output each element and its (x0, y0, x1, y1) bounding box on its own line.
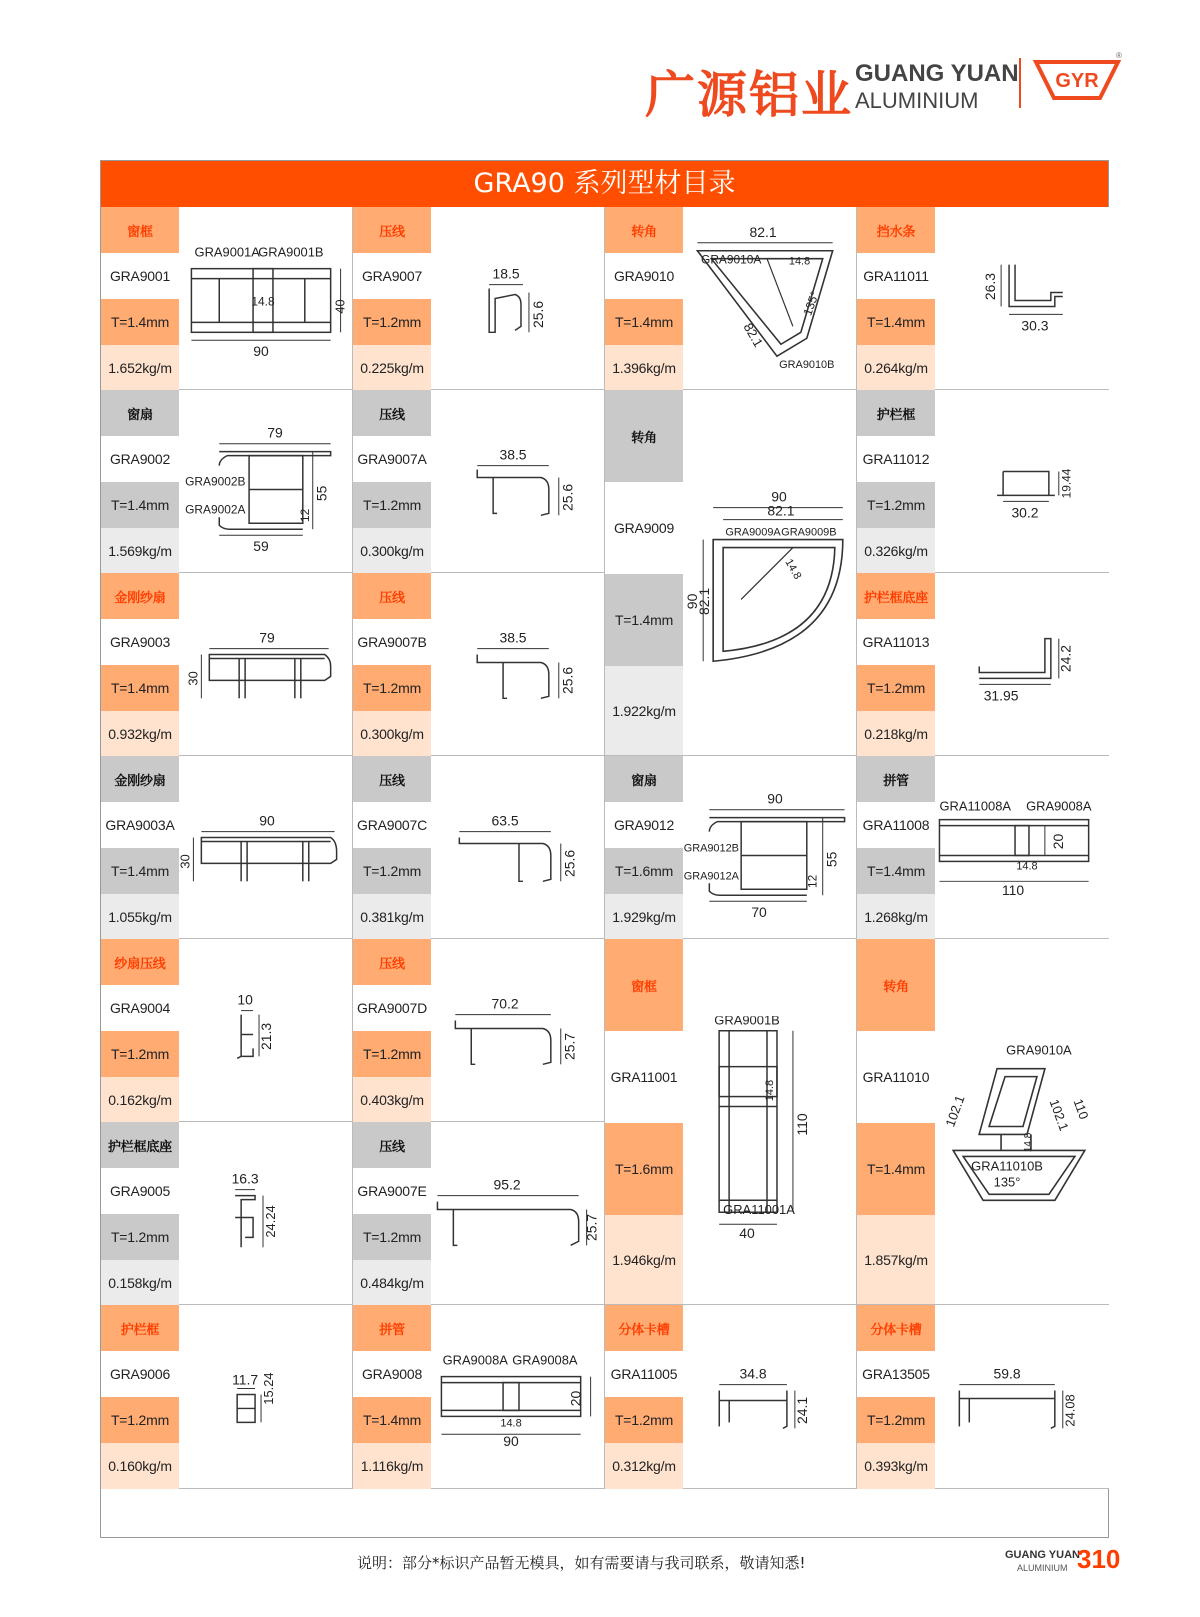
profile-thickness: T=1.4mm (857, 848, 935, 894)
profile-code: GRA9007A (353, 436, 431, 482)
profile-drawing (179, 1305, 353, 1488)
profile-info (353, 390, 431, 572)
profile-section-drawing (431, 207, 605, 389)
profile-name: 纱扇压线 (101, 939, 179, 985)
profile-thickness: T=1.2mm (353, 665, 431, 711)
svg-text:82.1: 82.1 (767, 502, 795, 519)
svg-text:14.8: 14.8 (251, 294, 275, 309)
svg-text:38.5: 38.5 (499, 629, 527, 646)
profile-weight: 1.116kg/m (353, 1443, 431, 1489)
svg-text:25.7: 25.7 (561, 1032, 578, 1060)
profile-name: 护栏框底座 (101, 1122, 179, 1168)
svg-text:14.8: 14.8 (500, 1417, 522, 1430)
profile-thickness: T=1.4mm (857, 1123, 935, 1215)
profile-drawing (179, 1122, 353, 1304)
profile-info (101, 756, 179, 938)
svg-text:90: 90 (253, 343, 269, 360)
profile-name: 压线 (353, 756, 431, 802)
svg-text:GRA9012B: GRA9012B (683, 842, 739, 855)
profile-code: GRA9007E (353, 1168, 431, 1214)
profile-cell-gra11011 (857, 207, 1109, 390)
profile-info (605, 1305, 683, 1488)
profile-thickness: T=1.2mm (101, 1397, 179, 1443)
profile-cell-gra9004 (101, 939, 353, 1122)
profile-info (857, 1305, 935, 1488)
profile-cell-gra9006 (101, 1305, 353, 1489)
profile-name: 转角 (605, 207, 683, 253)
profile-code: GRA9007 (353, 253, 431, 299)
svg-text:GRA9001B: GRA9001B (258, 244, 324, 260)
profile-drawing (179, 939, 353, 1121)
profile-cell-gra11008 (857, 756, 1109, 939)
profile-info (101, 207, 179, 389)
svg-text:GRA9008A: GRA9008A (1026, 798, 1092, 814)
svg-text:82.1: 82.1 (740, 320, 767, 350)
svg-text:40: 40 (739, 1225, 755, 1242)
svg-text:GRA11010B: GRA11010B (971, 1158, 1043, 1174)
profile-drawing (431, 939, 605, 1121)
profile-code: GRA11008 (857, 802, 935, 848)
svg-text:135°: 135° (993, 1174, 1021, 1190)
profile-code: GRA9005 (101, 1168, 179, 1214)
profile-section-drawing (431, 1305, 605, 1488)
brand-name-en-sub: ALUMINIUM (855, 88, 979, 113)
svg-text:79: 79 (259, 629, 275, 646)
svg-text:24.24: 24.24 (262, 1205, 278, 1238)
profile-section-drawing (179, 573, 353, 755)
profile-weight: 0.160kg/m (101, 1443, 179, 1489)
profile-info (605, 756, 683, 938)
profile-weight: 1.946kg/m (605, 1215, 683, 1304)
svg-text:24.08: 24.08 (1062, 1394, 1078, 1427)
svg-text:14.8: 14.8 (1016, 860, 1038, 873)
profile-weight: 0.300kg/m (353, 528, 431, 573)
profile-weight: 0.381kg/m (353, 894, 431, 939)
profile-thickness: T=1.2mm (353, 299, 431, 345)
svg-text:14.8: 14.8 (788, 255, 811, 268)
profile-info (605, 390, 683, 755)
svg-text:110: 110 (1070, 1096, 1092, 1122)
profile-section-drawing (431, 573, 605, 755)
svg-text:38.5: 38.5 (499, 446, 527, 463)
profile-info (857, 207, 935, 389)
profile-code: GRA9009 (605, 482, 683, 574)
profile-cell-gra9007 (353, 207, 605, 390)
profile-code: GRA11005 (605, 1351, 683, 1397)
profile-thickness: T=1.4mm (605, 574, 683, 666)
svg-text:10: 10 (237, 991, 253, 1008)
svg-text:25.6: 25.6 (561, 849, 578, 877)
profile-info (605, 207, 683, 389)
profile-code: GRA9002 (101, 436, 179, 482)
profile-weight: 1.396kg/m (605, 345, 683, 390)
profile-section-drawing (431, 756, 605, 938)
brand-name-en: GUANG YUAN (855, 60, 1019, 87)
profile-drawing (683, 207, 857, 389)
profile-thickness: T=1.4mm (101, 482, 179, 528)
profile-cell-gra9007a (353, 390, 605, 573)
svg-text:90: 90 (684, 593, 701, 610)
profile-section-drawing (683, 207, 857, 389)
profile-name: 护栏框 (101, 1305, 179, 1351)
svg-text:20: 20 (1049, 833, 1066, 850)
profile-cell-gra9008 (353, 1305, 605, 1489)
svg-text:82.1: 82.1 (696, 587, 713, 616)
profile-cell-gra9007d (353, 939, 605, 1122)
profile-info (857, 390, 935, 572)
svg-text:30: 30 (185, 671, 201, 686)
profile-drawing (179, 756, 353, 938)
profile-info (101, 390, 179, 572)
svg-text:12: 12 (297, 508, 312, 522)
svg-text:34.8: 34.8 (739, 1365, 767, 1382)
svg-text:25.7: 25.7 (583, 1213, 600, 1241)
profile-weight: 0.300kg/m (353, 711, 431, 756)
profile-thickness: T=1.4mm (605, 299, 683, 345)
profile-section-drawing (935, 1305, 1109, 1488)
profile-drawing (179, 390, 353, 572)
svg-text:59.8: 59.8 (993, 1365, 1021, 1382)
profile-drawing (431, 1305, 605, 1488)
profile-cell-gra9007c (353, 756, 605, 939)
profile-info (353, 756, 431, 938)
svg-text:GRA11008A: GRA11008A (939, 798, 1012, 814)
profile-section-drawing (935, 939, 1109, 1304)
profile-cell-gra11001 (605, 939, 857, 1305)
profile-section-drawing (431, 939, 605, 1121)
profile-thickness: T=1.6mm (605, 1123, 683, 1215)
svg-text:GYR: GYR (1055, 70, 1099, 92)
footer-brand: GUANG YUAN (1005, 1549, 1080, 1561)
profile-name: 挡水条 (857, 207, 935, 253)
profile-info (857, 756, 935, 938)
profile-code: GRA9006 (101, 1351, 179, 1397)
profile-section-drawing (179, 207, 353, 389)
svg-text:24.1: 24.1 (793, 1396, 810, 1424)
profile-section-drawing (683, 756, 857, 938)
svg-text:21.3: 21.3 (257, 1022, 274, 1051)
svg-text:GRA9001B: GRA9001B (714, 1012, 780, 1028)
svg-text:15.24: 15.24 (260, 1372, 276, 1405)
svg-text:GRA9008A: GRA9008A (442, 1352, 508, 1368)
profile-code: GRA11010 (857, 1031, 935, 1123)
profile-drawing (935, 573, 1109, 755)
footer-brand-sub: ALUMINIUM (1017, 1563, 1068, 1573)
svg-text:102.1: 102.1 (942, 1093, 968, 1129)
svg-text:110: 110 (1001, 882, 1025, 899)
profile-thickness: T=1.6mm (605, 848, 683, 894)
header (0, 0, 1200, 150)
page-number: 310 (1077, 1544, 1121, 1574)
svg-text:90: 90 (767, 790, 783, 807)
profile-info (605, 939, 683, 1304)
profile-weight: 0.326kg/m (857, 528, 935, 573)
profile-weight: 1.268kg/m (857, 894, 935, 939)
svg-text:14.8: 14.8 (1022, 1132, 1034, 1153)
svg-text:82.1: 82.1 (749, 223, 777, 240)
profile-drawing (431, 1122, 605, 1304)
profile-cell-gra9003a (101, 756, 353, 939)
profile-thickness: T=1.4mm (353, 1397, 431, 1443)
profile-thickness: T=1.2mm (101, 1031, 179, 1077)
profile-section-drawing (935, 207, 1109, 389)
profile-name: 护栏框 (857, 390, 935, 436)
svg-text:95.2: 95.2 (493, 1176, 521, 1193)
svg-text:59: 59 (253, 538, 269, 555)
profile-thickness: T=1.2mm (353, 1031, 431, 1077)
profile-name: 压线 (353, 390, 431, 436)
profile-section-drawing (179, 1122, 353, 1304)
svg-text:GRA9010A: GRA9010A (1006, 1042, 1072, 1058)
profile-section-drawing (683, 390, 857, 755)
profile-info (857, 939, 935, 1304)
profile-thickness: T=1.4mm (857, 299, 935, 345)
profile-name: 压线 (353, 1122, 431, 1168)
profile-cell-gra9010 (605, 207, 857, 390)
svg-text:31.95: 31.95 (983, 687, 1019, 704)
profile-weight: 0.932kg/m (101, 711, 179, 756)
catalog-title: GRA90 系列型材目录 (101, 161, 1108, 207)
profile-weight: 0.312kg/m (605, 1443, 683, 1489)
svg-text:25.6: 25.6 (559, 666, 576, 694)
profile-name: 窗框 (605, 939, 683, 1031)
svg-text:90: 90 (771, 488, 787, 505)
profile-thickness: T=1.2mm (101, 1214, 179, 1260)
svg-text:19.44: 19.44 (1059, 468, 1074, 499)
profile-info (353, 1305, 431, 1488)
profile-cell-gra9001 (101, 207, 353, 390)
svg-text:14.8: 14.8 (782, 557, 804, 582)
svg-text:25.6: 25.6 (529, 300, 546, 328)
profile-section-drawing (683, 939, 857, 1304)
profile-code: GRA9001 (101, 253, 179, 299)
profile-weight: 1.652kg/m (101, 345, 179, 390)
svg-text:26.3: 26.3 (982, 273, 999, 301)
svg-text:25.6: 25.6 (559, 483, 576, 511)
profile-code: GRA9007D (353, 985, 431, 1031)
svg-text:14.8: 14.8 (763, 1079, 776, 1102)
svg-text:135°: 135° (800, 289, 823, 318)
profile-drawing (431, 756, 605, 938)
profile-cell-gra11013 (857, 573, 1109, 756)
profile-weight: 0.162kg/m (101, 1077, 179, 1122)
profile-name: 压线 (353, 207, 431, 253)
profile-weight: 1.569kg/m (101, 528, 179, 573)
svg-text:GRA9008A: GRA9008A (512, 1352, 578, 1368)
svg-text:55: 55 (823, 851, 840, 868)
profile-section-drawing (179, 939, 353, 1121)
profile-name: 压线 (353, 573, 431, 619)
svg-text:55: 55 (313, 485, 330, 502)
profile-catalog-table (100, 160, 1109, 1538)
profile-drawing (683, 390, 857, 755)
svg-text:24.2: 24.2 (1057, 644, 1074, 673)
profile-section-drawing (431, 390, 605, 572)
brand-separator (1019, 58, 1021, 108)
profile-drawing (431, 573, 605, 755)
profile-code: GRA9012 (605, 802, 683, 848)
svg-text:30.2: 30.2 (1011, 504, 1039, 521)
svg-text:GRA9009B: GRA9009B (781, 526, 837, 539)
profile-weight: 0.218kg/m (857, 711, 935, 756)
profile-name: 拼管 (857, 756, 935, 802)
svg-text:GRA9001A: GRA9001A (194, 244, 260, 260)
profile-info (101, 1122, 179, 1304)
profile-weight: 1.929kg/m (605, 894, 683, 939)
profile-name: 窗扇 (101, 390, 179, 436)
profile-code: GRA9010 (605, 253, 683, 299)
profile-info (353, 207, 431, 389)
profile-code: GRA9004 (101, 985, 179, 1031)
svg-text:GRA11001A: GRA11001A (723, 1202, 795, 1218)
svg-text:30: 30 (177, 854, 193, 869)
svg-text:20: 20 (567, 1390, 584, 1407)
profile-name: 金刚纱扇 (101, 756, 179, 802)
profile-cell-gra9005 (101, 1122, 353, 1305)
profile-cell-gra9002 (101, 390, 353, 573)
profile-info (353, 573, 431, 755)
svg-text:GRA9002A: GRA9002A (185, 502, 246, 517)
profile-code: GRA9003 (101, 619, 179, 665)
profile-drawing (683, 1305, 857, 1488)
profile-cell-gra9007b (353, 573, 605, 756)
profile-weight: 0.225kg/m (353, 345, 431, 390)
profile-name: 窗框 (101, 207, 179, 253)
profile-weight: 0.393kg/m (857, 1443, 935, 1489)
svg-text:16.3: 16.3 (231, 1170, 259, 1187)
profile-drawing (431, 207, 605, 389)
profile-thickness: T=1.2mm (857, 1397, 935, 1443)
profile-thickness: T=1.4mm (101, 848, 179, 894)
profile-cell-gra9007e (353, 1122, 605, 1305)
profile-drawing (179, 573, 353, 755)
profile-code: GRA9007B (353, 619, 431, 665)
profile-thickness: T=1.2mm (353, 1214, 431, 1260)
profile-cell-gra9003 (101, 573, 353, 756)
profile-name: 转角 (605, 390, 683, 482)
profile-info (101, 573, 179, 755)
profile-drawing (935, 207, 1109, 389)
profile-thickness: T=1.2mm (857, 482, 935, 528)
profile-info (353, 939, 431, 1121)
profile-name: 压线 (353, 939, 431, 985)
company-logo-icon (1032, 50, 1122, 110)
profile-info (857, 573, 935, 755)
profile-code: GRA9003A (101, 802, 179, 848)
svg-text:110: 110 (793, 1113, 810, 1136)
profile-cell-gra11012 (857, 390, 1109, 573)
svg-text:102.1: 102.1 (1046, 1097, 1072, 1133)
profile-code: GRA9007C (353, 802, 431, 848)
profile-section-drawing (683, 1305, 857, 1488)
profile-cell-gra11005 (605, 1305, 857, 1489)
profile-name: 拼管 (353, 1305, 431, 1351)
svg-text:GRA9012A: GRA9012A (683, 870, 739, 883)
profile-name: 窗扇 (605, 756, 683, 802)
svg-text:63.5: 63.5 (491, 812, 519, 829)
profile-drawing (935, 1305, 1109, 1488)
profile-weight: 0.403kg/m (353, 1077, 431, 1122)
profile-drawing (683, 939, 857, 1304)
profile-cell-gra11010 (857, 939, 1109, 1305)
svg-text:GRA9009A: GRA9009A (725, 526, 781, 539)
svg-text:30.3: 30.3 (1021, 317, 1049, 334)
profile-section-drawing (935, 756, 1109, 938)
profile-thickness: T=1.4mm (101, 299, 179, 345)
profile-name: 分体卡槽 (605, 1305, 683, 1351)
profile-section-drawing (935, 573, 1109, 755)
svg-text:90: 90 (259, 812, 275, 829)
svg-text:11.7: 11.7 (232, 1371, 259, 1388)
profile-section-drawing (935, 390, 1109, 572)
svg-text:18.5: 18.5 (492, 265, 520, 282)
svg-text:40: 40 (332, 299, 348, 314)
svg-text:79: 79 (267, 424, 283, 441)
profile-drawing (431, 390, 605, 572)
profile-thickness: T=1.2mm (857, 665, 935, 711)
profile-code: GRA13505 (857, 1351, 935, 1397)
profile-section-drawing (431, 1122, 605, 1304)
profile-thickness: T=1.2mm (605, 1397, 683, 1443)
svg-text:70.2: 70.2 (491, 995, 519, 1012)
footer-note: 说明：部分*标识产品暂无模具，如有需要请与我司联系，敬请知悉! (357, 1554, 806, 1572)
profile-drawing (935, 390, 1109, 572)
svg-text:GRA9010B: GRA9010B (779, 359, 835, 372)
profile-name: 转角 (857, 939, 935, 1031)
profile-name: 分体卡槽 (857, 1305, 935, 1351)
profile-weight: 1.055kg/m (101, 894, 179, 939)
svg-text:GRA9010A: GRA9010A (701, 252, 762, 267)
svg-text:GRA9002B: GRA9002B (185, 474, 246, 489)
profile-weight: 1.922kg/m (605, 666, 683, 755)
profile-section-drawing (179, 1305, 353, 1488)
profile-weight: 1.857kg/m (857, 1215, 935, 1304)
profile-info (101, 1305, 179, 1488)
profile-drawing (179, 207, 353, 389)
profile-code: GRA11001 (605, 1031, 683, 1123)
profile-code: GRA11013 (857, 619, 935, 665)
profile-section-drawing (179, 756, 353, 938)
svg-text:90: 90 (503, 1433, 519, 1450)
profile-info (353, 1122, 431, 1304)
svg-text:70: 70 (751, 904, 767, 921)
profile-thickness: T=1.4mm (101, 665, 179, 711)
profile-drawing (935, 939, 1109, 1304)
profile-thickness: T=1.2mm (353, 848, 431, 894)
profile-info (101, 939, 179, 1121)
profile-weight: 0.158kg/m (101, 1260, 179, 1305)
profile-cell-gra9009 (605, 390, 857, 756)
profile-cell-gra13505 (857, 1305, 1109, 1489)
profile-code: GRA11012 (857, 436, 935, 482)
profile-code: GRA9008 (353, 1351, 431, 1397)
profile-cell-gra9012 (605, 756, 857, 939)
svg-text:®: ® (1116, 51, 1122, 60)
profile-thickness: T=1.2mm (353, 482, 431, 528)
brand-name-cn: 广源铝业 (645, 66, 853, 124)
profile-weight: 0.484kg/m (353, 1260, 431, 1305)
profile-weight: 0.264kg/m (857, 345, 935, 390)
profile-section-drawing (179, 390, 353, 572)
svg-text:12: 12 (805, 874, 820, 888)
profile-name: 护栏框底座 (857, 573, 935, 619)
profile-drawing (935, 756, 1109, 938)
profile-name: 金刚纱扇 (101, 573, 179, 619)
profile-code: GRA11011 (857, 253, 935, 299)
profile-drawing (683, 756, 857, 938)
